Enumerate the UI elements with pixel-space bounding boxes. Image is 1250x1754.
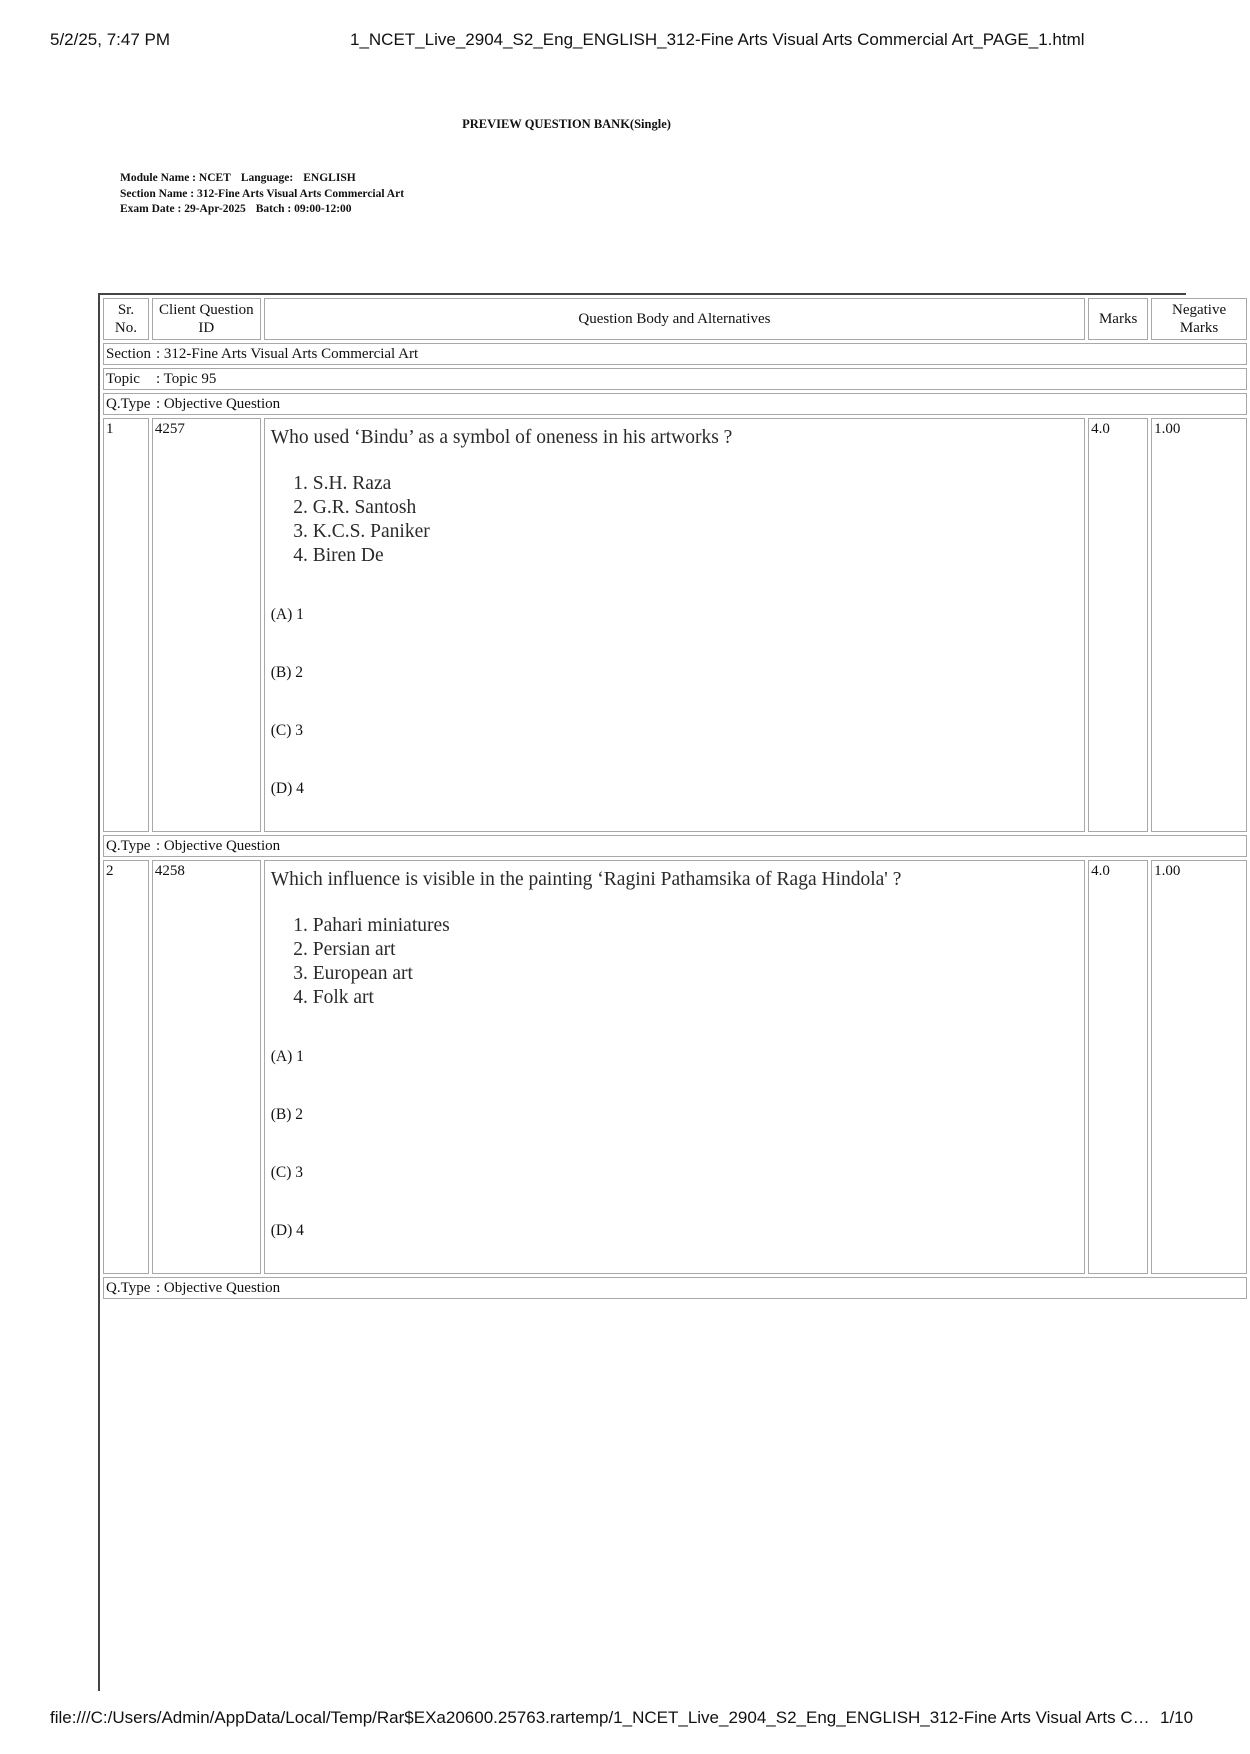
question-body [264, 418, 1085, 832]
qtype-label: Q.Type [106, 838, 151, 854]
choice-list [271, 914, 1078, 1010]
section-name: Section Name : 312-Fine Arts Visual Arts Commercial Art [120, 187, 405, 200]
question-row [103, 860, 1247, 1274]
choice-item: 1. S.H. Raza [313, 472, 1078, 496]
question-negative-marks: 1.00 [1151, 418, 1247, 832]
header-sr-line1: Sr. [117, 302, 135, 318]
header-question-body: Question Body and Alternatives [264, 298, 1085, 340]
topic-value: : Topic 95 [156, 371, 217, 387]
header-marks: Marks [1088, 298, 1148, 340]
choice-item: 4. Folk art [313, 986, 1078, 1010]
module-name: Module Name : NCET [120, 172, 231, 184]
qtype-label: Q.Type [106, 396, 151, 412]
question-marks: 4.0 [1088, 860, 1148, 1274]
alternative-b: (B) 2 [270, 664, 304, 681]
header-negative-marks [1151, 298, 1247, 340]
question-table [100, 295, 1250, 1302]
choice-item: 2. Persian art [313, 938, 1078, 962]
question-marks: 4.0 [1088, 418, 1148, 832]
language-value: ENGLISH [303, 172, 356, 184]
choice-item: 2. G.R. Santosh [313, 496, 1078, 520]
alternative-a: (A) 1 [270, 1048, 304, 1065]
header-sr-no [103, 298, 149, 340]
exam-line [120, 202, 404, 218]
header-neg-line1: Negative [1171, 302, 1227, 318]
language-label: Language: [240, 172, 294, 184]
alternative-b: (B) 2 [270, 1106, 304, 1123]
header-cid-line1: Client Question [159, 302, 254, 318]
section-row [103, 343, 1247, 365]
print-file-title: 1_NCET_Live_2904_S2_Eng_ENGLISH_312-Fine Arts Visual Arts Commercial Art_PAGE_1.html [350, 30, 1085, 49]
choice-item: 4. Biren De [313, 544, 1078, 568]
choice-item: 1. Pahari miniatures [313, 914, 1078, 938]
section-label: Section [106, 346, 151, 362]
qtype-row [103, 393, 1247, 415]
alternative-c: (C) 3 [270, 722, 304, 739]
choice-item: 3. K.C.S. Paniker [313, 520, 1078, 544]
section-value: : 312-Fine Arts Visual Arts Commercial Art [156, 346, 419, 362]
exam-metadata [120, 171, 404, 218]
qtype-row [103, 835, 1247, 857]
question-text: Which influence is visible in the painting ‘Ragini Pathamsika of Raga Hindola' ? [270, 869, 902, 890]
header-neg-line2: Marks [1179, 320, 1219, 336]
batch: Batch : 09:00-12:00 [255, 203, 352, 215]
print-page-number: 1/10 [1160, 1708, 1194, 1727]
qtype-label: Q.Type [106, 1280, 151, 1296]
question-sr-no: 1 [103, 418, 149, 832]
topic-row [103, 368, 1247, 390]
question-negative-marks: 1.00 [1151, 860, 1247, 1274]
alternative-c: (C) 3 [270, 1164, 304, 1181]
question-sr-no: 2 [103, 860, 149, 1274]
choice-list [271, 472, 1078, 568]
exam-date: Exam Date : 29-Apr-2025 [120, 203, 246, 215]
choice-item: 3. European art [313, 962, 1078, 986]
document-title: PREVIEW QUESTION BANK(Single) [462, 117, 671, 131]
topic-label: Topic [106, 371, 140, 387]
question-row [103, 418, 1247, 832]
module-line [120, 171, 404, 187]
header-sr-line2: No. [114, 320, 137, 336]
header-cid-line2: ID [198, 320, 215, 336]
question-client-id: 4258 [152, 860, 261, 1274]
alternative-d: (D) 4 [270, 1222, 304, 1239]
alternative-a: (A) 1 [270, 606, 304, 623]
question-body [264, 860, 1085, 1274]
question-table-container [98, 293, 1227, 1691]
print-file-url: file:///C:/Users/Admin/AppData/Local/Temp/Rar$EXa20600.25763.rartemp/1_NCET_Live_2904_S2_Eng_ENGLISH_312-Fine Arts Visual Arts C… [50, 1708, 1150, 1727]
qtype-value: : Objective Question [156, 396, 281, 412]
question-client-id: 4257 [152, 418, 261, 832]
header-client-id [152, 298, 261, 340]
print-datetime: 5/2/25, 7:47 PM [50, 30, 171, 49]
qtype-value: : Objective Question [156, 838, 281, 854]
question-text: Who used ‘Bindu’ as a symbol of oneness in his artworks ? [270, 427, 733, 448]
alternative-d: (D) 4 [270, 780, 304, 797]
table-header-row [103, 298, 1247, 340]
qtype-row [103, 1277, 1247, 1299]
qtype-value: : Objective Question [156, 1280, 281, 1296]
